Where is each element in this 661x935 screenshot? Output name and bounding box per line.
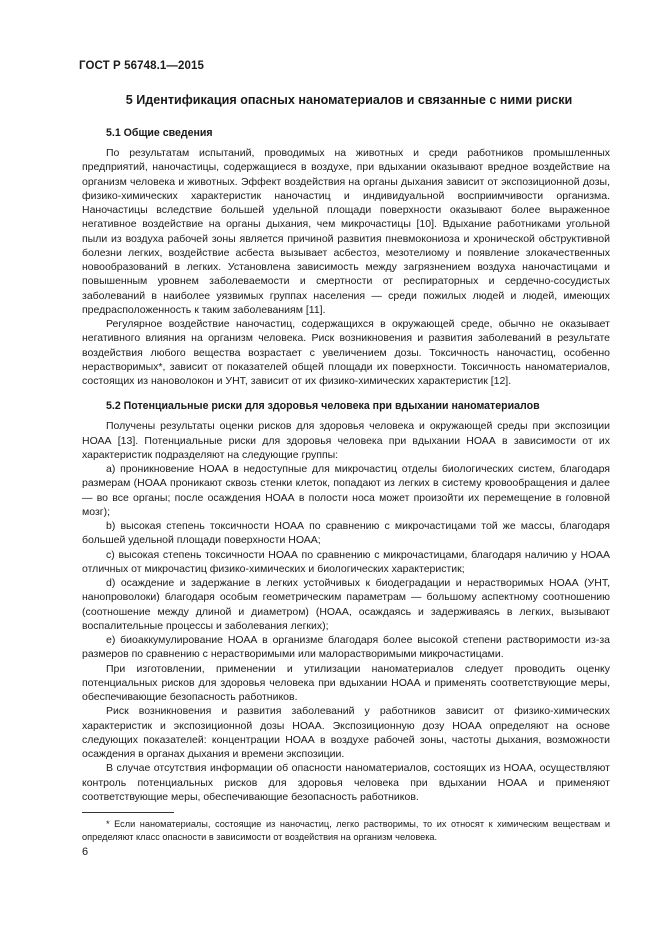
paragraph: Получены результаты оценки рисков для здоровья человека и окружающей среды при экспозиции НОАА [13]. Потенциальные риски для здоровья человека при вдыхании НОАА в зависимости от их характеристик подразделяют на следующие группы:	[82, 420, 610, 461]
document-standard-id: ГОСТ Р 56748.1—2015	[79, 60, 204, 72]
paragraph: По результатам испытаний, проводимых на животных и среди работников промышленных предприятий, наночастицы, содержащиеся в воздухе, при вдыхании оказывают вредное воздействие на организм человека и животных. Эффект воздействия на органы дыхания зависит от экспозиционной дозы, физико-химических характеристик наночастиц и индивидуальной восприимчивости организма. Наночастицы вследствие большей удельной площади поверхности оказывают более выраженное негативное воздействие на органы дыхания, чем микрочастицы [10]. Вдыхание работниками угольной пыли из воздуха рабочей зоны является причиной развития пневмокониоза и хронической обструктивной болезни легких, воздействие асбеста вызывает асбестоз, мезотелиому и появление злокачественных новообразований в легких. Установлена зависимость между загрязнением воздуха наночастицами и повышенным уровнем заболеваемости и смертности от респираторных и сердечно-сосудистых заболеваний в наиболее уязвимых группах населения — среди пожилых людей и людей, имеющих предрасположенность к таким заболеваниям [11].	[82, 147, 610, 316]
document-body	[82, 92, 610, 804]
list-item-a: a) проникновение НОАА в недоступные для микрочастиц отделы биологических систем, благодаря размерам (НОАА проникают сквозь стенки клеток, попадают из легких в систему кровообращения и далее — во все органы; после осаждения НОАА в полости носа может произойти их перемещение в головной мозг);	[82, 463, 610, 518]
paragraph: В случае отсутствия информации об опасности наноматериалов, состоящих из НОАА, осуществляют контроль потенциальных рисков для здоровья человека при вдыхании НОАА и применяют соответствующие меры, обеспечивающие безопасность работников.	[82, 762, 610, 803]
paragraph: Риск возникновения и развития заболеваний у работников зависит от физико-химических характеристик и экспозиционной дозы НОАА. Экспозиционную дозу НОАА определяют на основе следующих показателей: концентрации НОАА в воздухе рабочей зоны, частоты дыхания, возможности осаждения в органах дыхания и времени экспозиции.	[82, 705, 610, 760]
footnote: * Если наноматериалы, состоящие из наночастиц, легко растворимы, то их относят к химическим веществам и определяют класс опасности в зависимости от воздействия на организм человека.	[82, 819, 610, 842]
list-item-d: d) осаждение и задержание в легких устойчивых к биодеградации и нерастворимых НОАА (УНТ, нанопроволоки) благодаря особым геометрическим параметрам — большому аспектному соотношению (соотношение между длиной и диаметром) (НОАА, осаждаясь и задерживаясь в легких, вызывают воспалительные процессы и заболевания легких);	[82, 577, 610, 632]
subsection-heading-5-2: 5.2 Потенциальные риски для здоровья человека при вдыхании наноматериалов	[106, 400, 540, 413]
paragraph: Регулярное воздействие наночастиц, содержащихся в окружающей среде, обычно не оказывает негативного влияния на организм человека. Риск возникновения и развития заболеваний в результате воздействия любого вещества возрастает с увеличением дозы. Токсичность наночастиц, особенно нерастворимых*, зависит от показателей общей площади их поверхности. Токсичность наноматериалов, состоящих из нановолокон и УНТ, зависит от их физико-химических характеристик [12].	[82, 318, 610, 387]
page-number: 6	[82, 846, 89, 858]
list-item-b: b) высокая степень токсичности НОАА по сравнению с микрочастицами той же массы, благодаря большей удельной площади поверхности НОАА;	[82, 520, 610, 547]
subsection-heading-5-1: 5.1 Общие сведения	[106, 127, 213, 139]
list-item-c: c) высокая степень токсичности НОАА по сравнению с микрочастицами, благодаря наличию у НОАА отличных от микрочастиц физико-химических и биологических характеристик;	[82, 548, 610, 575]
section-title: 5 Идентификация опасных наноматериалов и связанные с ними риски	[125, 93, 573, 107]
list-item-e: e) биоаккумулирование НОАА в организме благодаря более высокой степени растворимости из-за размеров по сравнению с нерастворимыми или малорастворимыми микрочастицами.	[82, 634, 610, 661]
footnote-divider	[82, 812, 174, 813]
paragraph: При изготовлении, применении и утилизации наноматериалов следует проводить оценку потенциальных рисков для здоровья человека при вдыхании НОАА и применять соответствующие меры, обеспечивающие безопасность работников.	[82, 662, 610, 703]
